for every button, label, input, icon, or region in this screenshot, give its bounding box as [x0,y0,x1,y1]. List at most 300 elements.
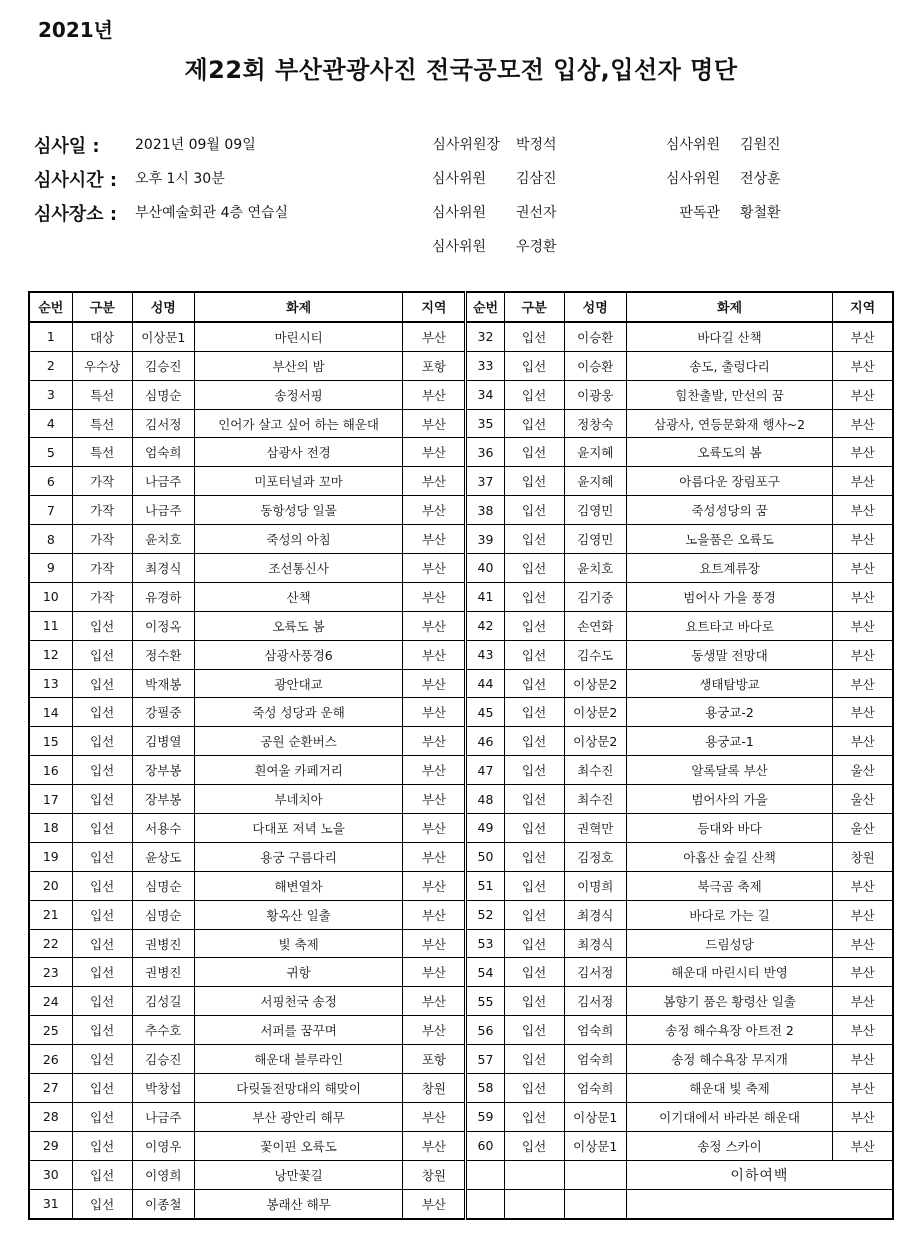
judge-role-reader: 판독관 [679,205,720,221]
table-row [29,496,893,525]
cell-region: 부산 [403,756,466,785]
cell-no: 51 [466,871,504,900]
cell-title: 조선통신사 [194,554,402,583]
cell-title: 부산 광안리 해무 [194,1102,402,1131]
judge-role: 심사위원 [665,171,720,187]
cell-name: 이상문1 [132,322,194,351]
cell-region: 부산 [403,409,466,438]
cell-category: 입선 [72,727,132,756]
cell-title: 아름다운 장림포구 [626,467,832,496]
cell-title: 알록달록 부산 [626,756,832,785]
cell-category: 입선 [72,1189,132,1218]
cell-title: 봉래산 해무 [194,1189,402,1218]
cell-region: 부산 [833,958,893,987]
table-row [29,1074,893,1103]
cell-title: 송정 해수욕장 아트전 2 [626,1016,832,1045]
cell-region: 부산 [403,467,466,496]
cell-no: 34 [466,380,504,409]
cell-region: 울산 [833,785,893,814]
cell-region: 울산 [833,814,893,843]
cell-no: 22 [29,929,72,958]
cell-no: 21 [29,900,72,929]
document-year: 2021년 [38,18,113,42]
cell-no: 2 [29,351,72,380]
table-row [29,1016,893,1045]
col-header-category: 구분 [72,292,132,322]
col-header-region: 지역 [403,292,466,322]
cell-region: 부산 [833,1102,893,1131]
cell-title: 범어사 가을 풍경 [626,582,832,611]
col-header-no: 순번 [466,292,504,322]
cell-region: 부산 [403,1102,466,1131]
cell-no: 45 [466,698,504,727]
cell-region: 부산 [403,929,466,958]
cell-region: 부산 [403,554,466,583]
cell-no: 20 [29,871,72,900]
cell-region: 부산 [833,467,893,496]
cell-title: 송도, 출렁다리 [626,351,832,380]
cell-title: 삼광사, 연등문화재 행사~2 [626,409,832,438]
cell-name: 이영우 [132,1131,194,1160]
cell-name: 김승진 [132,351,194,380]
table-row [29,785,893,814]
cell-name: 박창섭 [132,1074,194,1103]
cell-no: 18 [29,814,72,843]
cell-title: 동생말 전망대 [626,640,832,669]
cell-category: 입선 [504,727,564,756]
cell-no: 32 [466,322,504,351]
remaining-blank-note: 이하여백 [626,1160,893,1189]
cell-no: 15 [29,727,72,756]
cell-title: 송정 스카이 [626,1131,832,1160]
cell-region: 부산 [403,1189,466,1218]
cell-name: 엄숙희 [132,438,194,467]
cell-category: 입선 [72,814,132,843]
cell-category: 입선 [72,958,132,987]
table-row [29,1189,893,1218]
table-row [29,958,893,987]
cell-category: 입선 [504,987,564,1016]
cell-category: 입선 [504,640,564,669]
cell-category: 입선 [504,322,564,351]
cell-category: 입선 [504,1131,564,1160]
table-row [29,929,893,958]
table-row [29,814,893,843]
table-row [29,1102,893,1131]
cell-title: 용궁 구름다리 [194,842,402,871]
cell-title: 서퍼를 꿈꾸며 [194,1016,402,1045]
cell-name: 이상문1 [564,1131,626,1160]
cell-no: 30 [29,1160,72,1189]
cell-title: 부산의 밤 [194,351,402,380]
cell-name: 최경식 [132,554,194,583]
cell-category: 입선 [504,785,564,814]
cell-region: 부산 [403,669,466,698]
cell-category: 입선 [504,669,564,698]
judge-role: 심사위원 [431,171,486,187]
cell-title: 오륙도 봄 [194,611,402,640]
cell-category: 입선 [504,409,564,438]
table-row [29,525,893,554]
cell-title: 용궁교-1 [626,727,832,756]
cell-title: 용궁교-2 [626,698,832,727]
cell-category: 입선 [72,871,132,900]
cell-category: 입선 [504,467,564,496]
judging-date-label: 심사일 : [34,136,100,157]
table-row [29,554,893,583]
cell-title: 범어사의 가을 [626,785,832,814]
cell-no: 37 [466,467,504,496]
cell-name: 심명순 [132,900,194,929]
cell-region: 부산 [403,842,466,871]
cell-name: 심명순 [132,871,194,900]
judging-time-label: 심사시간 : [34,170,118,191]
cell-no: 11 [29,611,72,640]
table-header-row [29,292,893,322]
cell-no: 9 [29,554,72,583]
cell-name: 심명순 [132,380,194,409]
table-row [29,727,893,756]
cell-region: 부산 [833,1131,893,1160]
cell-category: 입선 [72,1016,132,1045]
cell-no: 6 [29,467,72,496]
cell-no: 1 [29,322,72,351]
cell-region: 부산 [833,698,893,727]
cell-category: 입선 [504,1045,564,1074]
cell-name: 권병진 [132,958,194,987]
cell-region: 창원 [403,1074,466,1103]
cell-category: 입선 [72,756,132,785]
cell-category: 특선 [72,380,132,409]
empty-cell [626,1189,893,1218]
cell-title: 노을품은 오륙도 [626,525,832,554]
cell-no: 19 [29,842,72,871]
table-row [29,467,893,496]
cell-title: 꽃이핀 오륙도 [194,1131,402,1160]
cell-title: 바다로 가는 길 [626,900,832,929]
cell-name: 이상문2 [564,669,626,698]
cell-title: 이기대에서 바라본 해운대 [626,1102,832,1131]
cell-title: 죽성의 아침 [194,525,402,554]
judge-name: 김원진 [740,137,781,153]
cell-category: 입선 [504,525,564,554]
cell-category: 입선 [504,554,564,583]
cell-title: 광안대교 [194,669,402,698]
table-row [29,1160,893,1189]
table-row [29,438,893,467]
cell-no: 46 [466,727,504,756]
cell-title: 마린시티 [194,322,402,351]
cell-category: 입선 [504,1074,564,1103]
cell-region: 부산 [403,814,466,843]
cell-title: 해운대 빛 축제 [626,1074,832,1103]
cell-name: 이영희 [132,1160,194,1189]
cell-name: 이승환 [564,322,626,351]
cell-title: 오륙도의 봄 [626,438,832,467]
cell-no: 16 [29,756,72,785]
cell-name: 김기중 [564,582,626,611]
empty-cell [564,1189,626,1218]
cell-region: 부산 [403,727,466,756]
cell-title: 낭만꽃길 [194,1160,402,1189]
cell-name: 강필중 [132,698,194,727]
winners-table [28,291,894,1220]
cell-no: 5 [29,438,72,467]
cell-region: 부산 [833,380,893,409]
cell-region: 부산 [403,611,466,640]
judge-name: 우경환 [516,239,557,255]
cell-region: 부산 [833,669,893,698]
cell-category: 입선 [504,438,564,467]
cell-name: 김성길 [132,987,194,1016]
cell-no: 13 [29,669,72,698]
cell-name: 최수진 [564,785,626,814]
cell-title: 미포터널과 꼬마 [194,467,402,496]
cell-no: 35 [466,409,504,438]
cell-region: 부산 [833,727,893,756]
judging-place-label: 심사장소 : [34,204,118,225]
cell-region: 포항 [403,351,466,380]
cell-region: 부산 [833,1045,893,1074]
cell-name: 권혁만 [564,814,626,843]
cell-region: 포항 [403,1045,466,1074]
cell-category: 입선 [504,842,564,871]
cell-no: 60 [466,1131,504,1160]
cell-region: 부산 [833,582,893,611]
col-header-title: 화제 [194,292,402,322]
cell-category: 가작 [72,554,132,583]
table-row [29,611,893,640]
cell-category: 입선 [72,698,132,727]
cell-region: 부산 [403,380,466,409]
empty-cell [504,1160,564,1189]
cell-no: 3 [29,380,72,409]
table-row [29,842,893,871]
cell-no: 59 [466,1102,504,1131]
cell-title: 송정 해수욕장 무지개 [626,1045,832,1074]
cell-name: 이상문2 [564,727,626,756]
cell-title: 귀항 [194,958,402,987]
cell-region: 부산 [833,640,893,669]
cell-no: 44 [466,669,504,698]
cell-category: 입선 [72,1102,132,1131]
cell-category: 입선 [504,1102,564,1131]
judge-role-chair: 심사위원장 [432,137,500,153]
cell-name: 김서정 [132,409,194,438]
cell-title: 봄향기 품은 황령산 일출 [626,987,832,1016]
cell-title: 죽성 성당과 운해 [194,698,402,727]
table-row [29,698,893,727]
cell-name: 엄숙희 [564,1016,626,1045]
judge-name: 권선자 [516,205,557,221]
cell-name: 이명희 [564,871,626,900]
cell-title: 송정서핑 [194,380,402,409]
cell-region: 부산 [403,900,466,929]
cell-category: 입선 [72,1131,132,1160]
empty-cell [504,1189,564,1218]
cell-no: 58 [466,1074,504,1103]
judge-name-chair: 박정석 [516,137,557,153]
cell-name: 추수호 [132,1016,194,1045]
cell-category: 입선 [504,756,564,785]
cell-name: 김승진 [132,1045,194,1074]
cell-category: 우수상 [72,351,132,380]
cell-no: 53 [466,929,504,958]
cell-no: 36 [466,438,504,467]
table-row [29,987,893,1016]
empty-cell [564,1160,626,1189]
cell-region: 부산 [403,496,466,525]
cell-name: 최경식 [564,929,626,958]
table-row [29,640,893,669]
table-row [29,1131,893,1160]
cell-region: 부산 [833,1074,893,1103]
cell-category: 입선 [504,582,564,611]
cell-title: 드림성당 [626,929,832,958]
cell-region: 창원 [403,1160,466,1189]
cell-name: 박재봉 [132,669,194,698]
cell-name: 장부봉 [132,756,194,785]
cell-no: 8 [29,525,72,554]
cell-name: 김병열 [132,727,194,756]
cell-category: 입선 [504,380,564,409]
cell-category: 가작 [72,496,132,525]
cell-region: 창원 [833,842,893,871]
cell-name: 손연화 [564,611,626,640]
cell-region: 부산 [833,900,893,929]
cell-title: 부네치아 [194,785,402,814]
cell-title: 힘찬출발, 만선의 꿈 [626,380,832,409]
cell-no: 39 [466,525,504,554]
cell-region: 부산 [833,496,893,525]
cell-title: 다대포 저녁 노을 [194,814,402,843]
cell-no: 38 [466,496,504,525]
cell-region: 부산 [833,351,893,380]
cell-category: 입선 [72,987,132,1016]
table-row [29,380,893,409]
cell-name: 윤치호 [564,554,626,583]
cell-title: 등대와 바다 [626,814,832,843]
cell-region: 부산 [403,785,466,814]
cell-name: 이광웅 [564,380,626,409]
cell-region: 부산 [833,525,893,554]
cell-name: 정수환 [132,640,194,669]
cell-region: 부산 [403,322,466,351]
cell-no: 14 [29,698,72,727]
cell-no: 50 [466,842,504,871]
cell-name: 권병진 [132,929,194,958]
cell-category: 입선 [72,669,132,698]
cell-no: 28 [29,1102,72,1131]
cell-title: 산책 [194,582,402,611]
cell-name: 엄숙희 [564,1045,626,1074]
cell-name: 엄숙희 [564,1074,626,1103]
cell-name: 서용수 [132,814,194,843]
cell-title: 동항성당 일몰 [194,496,402,525]
cell-name: 김서정 [564,958,626,987]
cell-category: 입선 [504,698,564,727]
cell-no: 27 [29,1074,72,1103]
cell-region: 부산 [403,1016,466,1045]
cell-name: 정창숙 [564,409,626,438]
cell-no: 57 [466,1045,504,1074]
cell-region: 부산 [833,871,893,900]
judge-name: 전상훈 [740,171,781,187]
cell-no: 41 [466,582,504,611]
cell-no: 12 [29,640,72,669]
cell-category: 입선 [72,929,132,958]
cell-name: 나금주 [132,1102,194,1131]
cell-category: 가작 [72,582,132,611]
cell-name: 김영민 [564,525,626,554]
cell-category: 입선 [504,900,564,929]
cell-title: 죽성성당의 꿈 [626,496,832,525]
col-header-category: 구분 [504,292,564,322]
cell-title: 해변열차 [194,871,402,900]
cell-name: 이정옥 [132,611,194,640]
cell-title: 바다길 산책 [626,322,832,351]
cell-name: 김수도 [564,640,626,669]
cell-title: 요트계류장 [626,554,832,583]
cell-region: 부산 [833,322,893,351]
cell-region: 부산 [403,871,466,900]
table-row [29,1045,893,1074]
document-title: 제22회 부산관광사진 전국공모전 입상,입선자 명단 [184,56,738,84]
cell-no: 7 [29,496,72,525]
cell-name: 최경식 [564,900,626,929]
cell-no: 25 [29,1016,72,1045]
judge-role: 심사위원 [431,205,486,221]
table-row [29,582,893,611]
col-header-no: 순번 [29,292,72,322]
cell-region: 부산 [403,525,466,554]
cell-title: 생태탐방교 [626,669,832,698]
cell-name: 이상문1 [564,1102,626,1131]
cell-no: 49 [466,814,504,843]
cell-no: 55 [466,987,504,1016]
cell-region: 부산 [403,958,466,987]
table-row [29,900,893,929]
cell-category: 입선 [72,900,132,929]
col-header-title: 화제 [626,292,832,322]
cell-category: 입선 [72,1045,132,1074]
empty-cell [466,1160,504,1189]
cell-category: 입선 [504,1016,564,1045]
cell-category: 입선 [504,871,564,900]
table-row [29,322,893,351]
cell-category: 대상 [72,322,132,351]
cell-title: 빛 축제 [194,929,402,958]
cell-name: 장부봉 [132,785,194,814]
col-header-name: 성명 [564,292,626,322]
cell-region: 부산 [833,987,893,1016]
cell-category: 입선 [504,814,564,843]
cell-no: 31 [29,1189,72,1218]
cell-category: 입선 [504,929,564,958]
cell-no: 17 [29,785,72,814]
cell-category: 입선 [72,640,132,669]
cell-no: 42 [466,611,504,640]
cell-name: 김서정 [564,987,626,1016]
cell-name: 이종철 [132,1189,194,1218]
col-header-region: 지역 [833,292,893,322]
cell-category: 입선 [504,611,564,640]
cell-category: 입선 [72,842,132,871]
cell-region: 부산 [833,554,893,583]
cell-title: 해운대 블루라인 [194,1045,402,1074]
cell-no: 33 [466,351,504,380]
cell-category: 입선 [504,351,564,380]
